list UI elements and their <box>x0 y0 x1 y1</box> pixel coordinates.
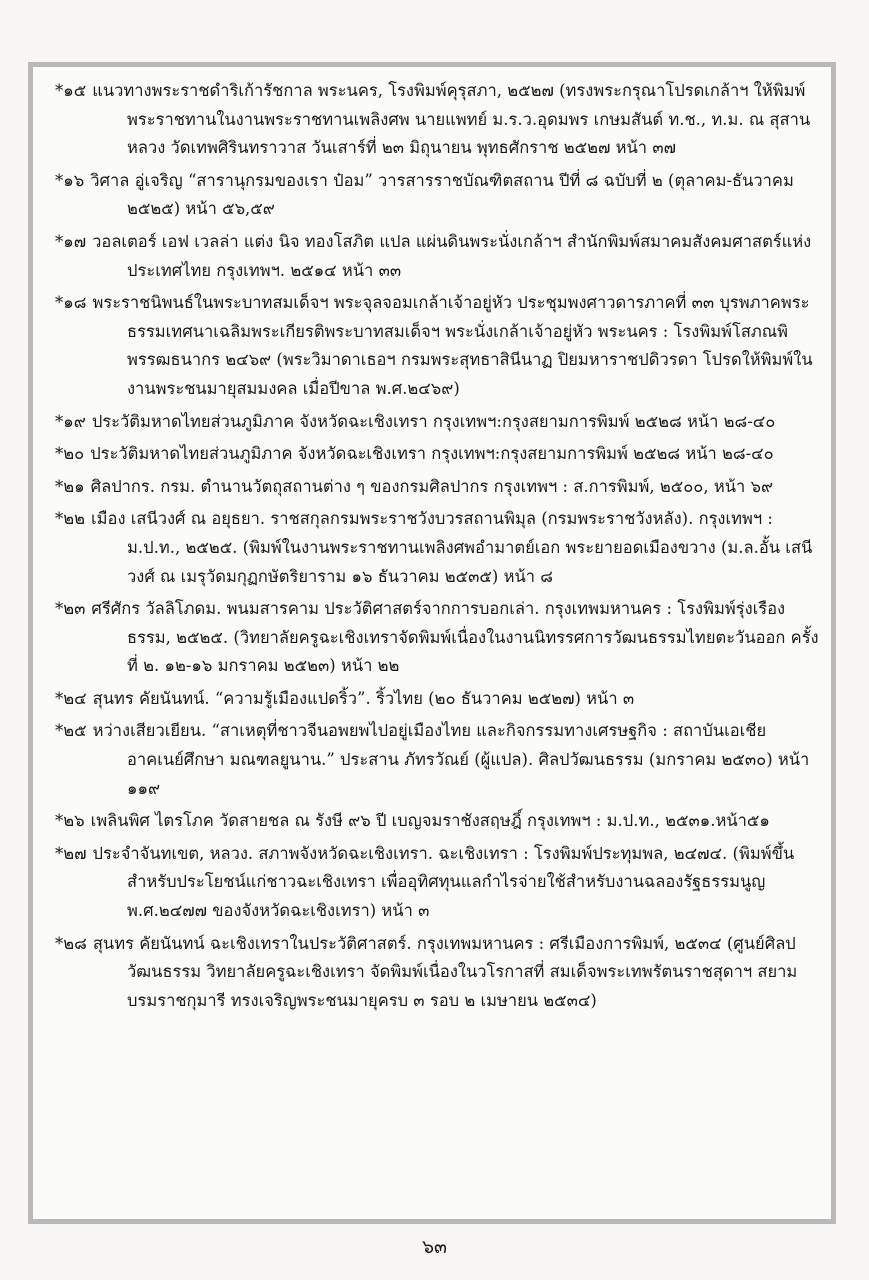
reference-item <box>55 685 819 714</box>
reference-text: ศิลปากร. กรม. ตำนานวัตถุสถานต่าง ๆ ของกรมศิลปากร กรุงเทพฯ : ส.การพิมพ์, ๒๕๐๐, หน้า ๖๙ <box>90 476 774 496</box>
reference-list <box>55 77 819 1019</box>
reference-number: *๒๘ <box>55 933 87 953</box>
reference-item <box>55 505 819 591</box>
reference-number: *๒๕ <box>55 721 87 741</box>
page-number: ๖๓ <box>421 1236 448 1258</box>
reference-text: ประจำจันทเขต, หลวง. สภาพจังหวัดฉะเชิงเทรา. ฉะเชิงเทรา : โรงพิมพ์ประทุมพล, ๒๔๗๔. (พิมพ์ขึ้นสำหรับประโยชน์แก่ชาวฉะเชิงเทรา เพื่ออุทิศทุนแลกำไรจ่ายใช้สำหรับงานฉลองรัฐธรรมนูญ พ.ศ.๒๔๗๗ ของจังหวัดฉะเชิงเทรา) หน้า ๓ <box>92 843 795 921</box>
reference-item <box>55 228 819 285</box>
reference-item <box>55 440 819 469</box>
reference-item <box>55 408 819 437</box>
reference-number: *๑๖ <box>55 170 85 190</box>
reference-number: *๑๘ <box>55 293 87 313</box>
reference-text: เพลินพิศ ไตรโภค วัดสายชล ณ รังษี ๙๖ ปี เบญจมราชังสฤษฎิ์ กรุงเทพฯ : ม.ป.ท., ๒๕๓๑.หน้า๕๑ <box>90 811 770 831</box>
reference-item <box>55 473 819 502</box>
reference-text: ประวัติมหาดไทยส่วนภูมิภาค จังหวัดฉะเชิงเทรา กรุงเทพฯ:กรุงสยามการพิมพ์ ๒๕๒๘ หน้า ๒๘-๔๐ <box>91 411 776 431</box>
reference-text: ศรีศักร วัลลิโภดม. พนมสารคาม ประวัติศาสตร์จากการบอกเล่า. กรุงเทพมหานคร : โรงพิมพ์รุ่งเรืองธรรม, ๒๕๒๕. (วิทยาลัยครูฉะเชิงเทราจัดพิมพ์เนื่องในงานนิทรรศการวัฒนธรรมไทยตะวันออก ครั้งที่ ๒. ๑๒-๑๖ มกราคม ๒๕๒๓) หน้า ๒๒ <box>91 599 819 676</box>
reference-item <box>55 840 819 926</box>
reference-item <box>55 717 819 803</box>
reference-number: *๑๙ <box>55 411 86 431</box>
reference-item <box>55 930 819 1016</box>
reference-number: *๒๗ <box>55 843 87 863</box>
reference-number: *๒๑ <box>55 476 85 496</box>
reference-item <box>55 77 819 163</box>
reference-number: *๒๔ <box>55 688 87 708</box>
reference-item <box>55 807 819 836</box>
reference-number: *๒๐ <box>55 444 85 464</box>
reference-item <box>55 289 819 403</box>
reference-text: หว่างเสียวเยียน. “สาเหตุที่ชาวจีนอพยพไปอยู่เมืองไทย และกิจกรรมทางเศรษฐกิจ : สถาบันเอเชียอาคเนย์ศึกษา มณฑลยูนาน.” ประสาน ภัทรวัณย์ (ผู้แปล). ศิลปวัฒนธรรม (มกราคม ๒๕๓๐) หน้า ๑๑๙ <box>92 721 810 798</box>
reference-number: *๒๖ <box>55 811 85 831</box>
reference-number: *๑๕ <box>55 81 87 100</box>
reference-text: วิศาล อู่เจริญ “สารานุกรมของเรา ป๋อม” วารสารราชบัณฑิตสถาน ปีที่ ๘ ฉบับที่ ๒ (ตุลาคม-ธันวาคม ๒๕๒๕) หน้า ๕๖,๕๙ <box>90 170 794 219</box>
reference-text: พระราชนิพนธ์ในพระบาทสมเด็จฯ พระจุลจอมเกล้าเจ้าอยู่หัว ประชุมพงศาวดารภาคที่ ๓๓ บุรพภาคพระธรรมเทศนาเฉลิมพระเกียรติพระบาทสมเด็จฯ พระนั่งเกล้าเจ้าอยู่หัว พระนคร : โรงพิมพ์โสภณพิพรรฒธนากร ๒๔๖๙ (พระวิมาดาเธอฯ กรมพระสุทธาสินีนาฏ ปิยมหาราชปดิวรดา โปรดให้พิมพ์ในงานพระชนมายุสมมงคล เมื่อปีขาล พ.ศ.๒๔๖๙) <box>92 293 813 398</box>
reference-text: สุนทร คัยนันทน์. “ความรู้เมืองแปดริ้ว”. ริ้วไทย (๒๐ ธันวาคม ๒๕๒๗) หน้า ๓ <box>92 688 635 708</box>
reference-text: สุนทร คัยนันทน์ ฉะเชิงเทราในประวัติศาสตร์. กรุงเทพมหานคร : ศรีเมืองการพิมพ์, ๒๕๓๔ (ศูนย์ศิลปวัฒนธรรม วิทยาลัยครูฉะเชิงเทรา จัดพิมพ์เนื่องในวโรกาสที่ สมเด็จพระเทพรัตนราชสุดาฯ สยามบรมราชกุมารี ทรงเจริญพระชนมายุครบ ๓ รอบ ๒ เมษายน ๒๕๓๔) <box>92 933 798 1010</box>
reference-item <box>55 167 819 224</box>
page-frame <box>28 62 836 1224</box>
reference-text: ประวัติมหาดไทยส่วนภูมิภาค จังหวัดฉะเชิงเทรา กรุงเทพฯ:กรุงสยามการพิมพ์ ๒๕๒๘ หน้า ๒๘-๔๐ <box>90 444 774 464</box>
reference-text: แนวทางพระราชดำริเก้ารัชกาล พระนคร, โรงพิมพ์คุรุสภา, ๒๕๒๗ (ทรงพระกรุณาโปรดเกล้าฯ ให้พิมพ์พระราชทานในงานพระราชทานเพลิงศพ นายแพทย์ ม.ร.ว.อุดมพร เกษมสันต์ ท.ช., ท.ม. ณ สุสานหลวง วัดเทพศิรินทราวาส วันเสาร์ที่ ๒๓ มิถุนายน พุทธศักราช ๒๕๒๗ หน้า ๓๗ <box>92 81 811 158</box>
reference-item <box>55 595 819 681</box>
reference-text: วอลเตอร์ เอฟ เวลล่า แต่ง นิจ ทองโสภิต แปล แผ่นดินพระนั่งเกล้าฯ สำนักพิมพ์สมาคมสังคมศาสตร์แห่งประเทศไทย กรุงเทพฯ. ๒๕๑๔ หน้า ๓๓ <box>92 231 812 280</box>
reference-number: *๒๒ <box>55 509 86 529</box>
reference-number: *๑๗ <box>55 231 87 251</box>
reference-text: เมือง เสนีวงศ์ ณ อยุธยา. ราชสกุลกรมพระราชวังบวรสถานพิมุล (กรมพระราชวังหลัง). กรุงเทพฯ : ม.ป.ท., ๒๕๒๕. (พิมพ์ในงานพระราชทานเพลิงศพอำมาตย์เอก พระยายอดเมืองขวาง (ม.ล.อั้น เสนีวงศ์ ณ เมรุวัดมกุฏกษัตริยาราม ๑๖ ธันวาคม ๒๕๓๕) หน้า ๘ <box>91 509 813 586</box>
reference-number: *๒๓ <box>55 599 86 619</box>
